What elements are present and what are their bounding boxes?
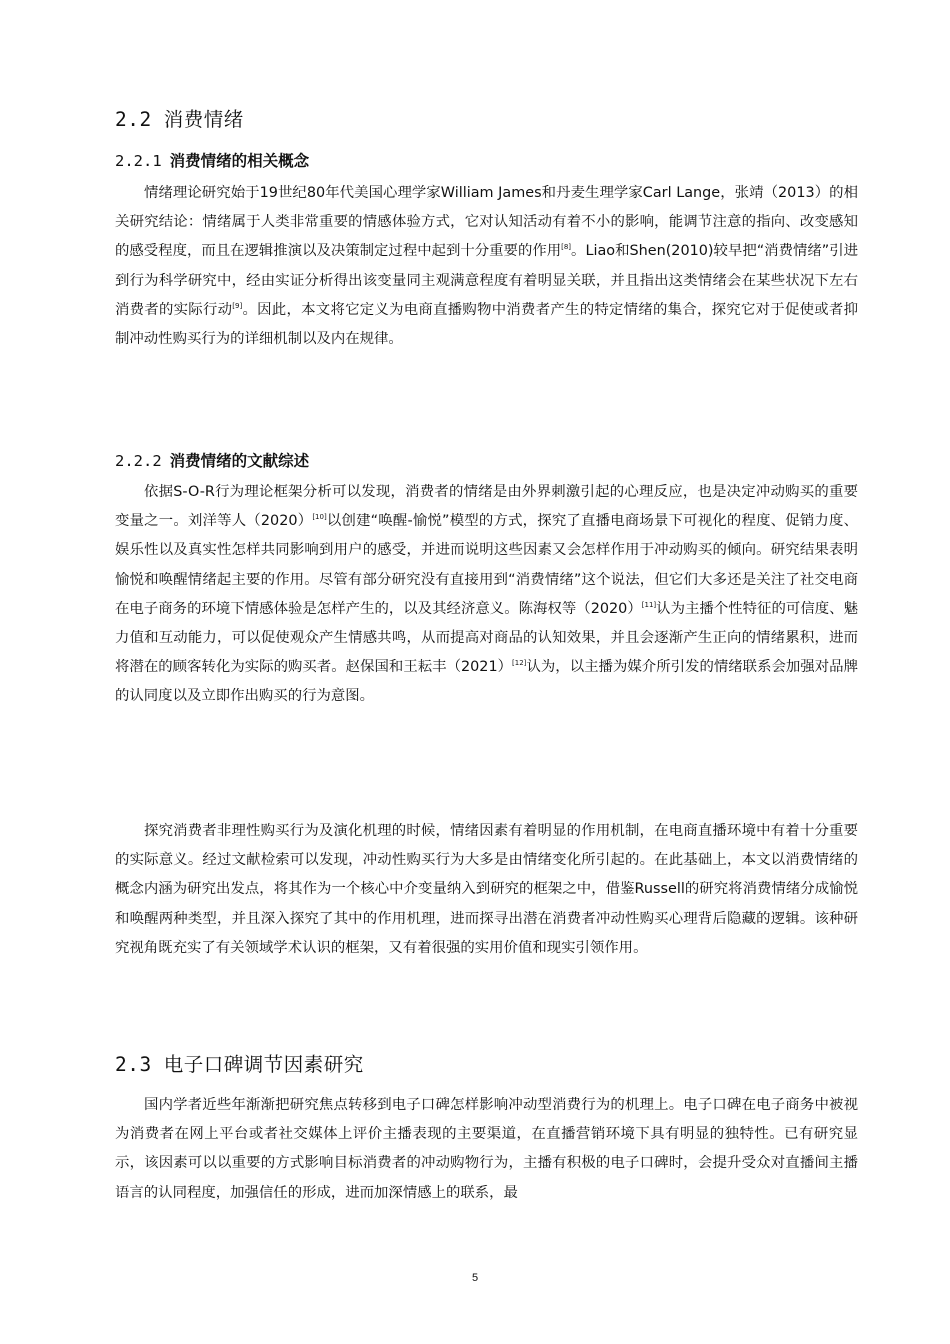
citation: [9] (232, 301, 243, 310)
paragraph-text: 认为主播个性特征的可信度、魅力值和互动能力，可以促使观众产生情感共鸣，从而提高对商品的认知效果，并且会逐渐产生正向的情绪累积，进而将潜在的顾客转化为实际的购买者。赵保国和王耘丰（2021） (115, 600, 858, 676)
paragraph-text: 。Liao和Shen(2010)较早把“消费情绪”引进到行为科学研究中，经由实证分析得出该变量同主观满意程度有着明显关联，并且指出这类情绪会在某些状况下左右消费者的实际行动 (115, 243, 858, 318)
paragraph-text: 认为，以主播为媒介所引发的情绪联系会加强对品牌的认同度以及立即作出购买的行为意图。 (115, 659, 858, 705)
section-number: 2.3 (115, 1053, 152, 1076)
paragraph-text: 情绪理论研究始于19世纪80年代美国心理学家William James和丹麦生理学家Carl Lange，张靖（2013）的相关研究结论：情绪属于人类非常重要的情感体验方式，它对认知活动有着不小的影响，能调节注意的指向、改变感知的感受程度，而且在逻辑推演以及决策制定过程中起到十分重要的作用 (115, 185, 858, 260)
subsection-heading-2-2-1 (115, 149, 309, 171)
paragraph-text: 以创建“唤醒-愉悦”模型的方式，探究了直播电商场景下可视化的程度、促销力度、娱乐性以及真实性怎样共同影响到用户的感受，并进而说明这些因素又会怎样作用于冲动购买的倾向。研究结果表明愉悦和唤醒情绪起主要的作用。尽管有部分研究没有直接用到“消费情绪”这个说法，但它们大多还是关注了社交电商在电子商务的环境下情感体验是怎样产生的，以及其经济意义。陈海权等（2020） (115, 513, 859, 617)
section-title: 电子口碑调节因素研究 (163, 1053, 364, 1076)
paragraph-text: 探究消费者非理性购买行为及演化机理的时候，情绪因素有着明显的作用机制，在电商直播环境中有着十分重要的实际意义。经过文献检索可以发现，冲动性购买行为大多是由情绪变化所引起的。在此基础上，本文以消费情绪的概念内涵为研究出发点，将其作为一个核心中介变量纳入到研究的框架之中，借鉴Russell的研究将消费情绪分成愉悦和唤醒两种类型，并且深入探究了其中的作用机理，进而探寻出潜在消费者冲动性购买心理背后隐藏的逻辑。该种研究视角既充实了有关领域学术认识的框架，又有着很强的实用价值和现实引领作用。 (115, 823, 858, 956)
citation: [11] (641, 600, 657, 609)
paragraph-text: 。因此，本文将它定义为电商直播购物中消费者产生的特定情绪的集合，探究它对于促使或者抑制冲动性购买行为的详细机制以及内在规律。 (115, 301, 858, 348)
citation: [10] (312, 513, 327, 522)
paragraph-emotion-concept (115, 179, 858, 354)
paragraph-ewom (115, 1091, 858, 1208)
subsection-heading-2-2-2 (115, 449, 309, 471)
page-number: 5 (471, 1272, 479, 1284)
subsection-number: 2.2.2 (115, 452, 162, 470)
section-number: 2.2 (115, 108, 152, 131)
subsection-title: 消费情绪的相关概念 (169, 152, 310, 170)
subsection-title: 消费情绪的文献综述 (169, 452, 310, 470)
paragraph-text: 国内学者近些年渐渐把研究焦点转移到电子口碑怎样影响冲动型消费行为的机理上。电子口碑在电子商务中被视为消费者在网上平台或者社交媒体上评价主播表现的主要渠道，在直播营销环境下具有明显的独特性。已有研究显示，该因素可以以重要的方式影响目标消费者的冲动购物行为，主播有积极的电子口碑时，会提升受众对直播间主播语言的认同程度，加强信任的形成，进而加深情感上的联系，最 (115, 1097, 858, 1201)
subsection-number: 2.2.1 (115, 152, 162, 170)
paragraph-research-framing (115, 817, 858, 963)
section-title: 消费情绪 (163, 108, 244, 131)
paragraph-literature-review (115, 478, 858, 712)
section-heading-2-2 (115, 104, 244, 132)
paragraph-text: 依据S-O-R行为理论框架分析可以发现，消费者的情绪是由外界刺激引起的心理反应，也是决定冲动购买的重要变量之一。刘洋等人（2020） (115, 484, 858, 530)
citation: [12] (512, 659, 527, 668)
citation: [8] (561, 243, 572, 252)
section-heading-2-3 (115, 1049, 364, 1077)
